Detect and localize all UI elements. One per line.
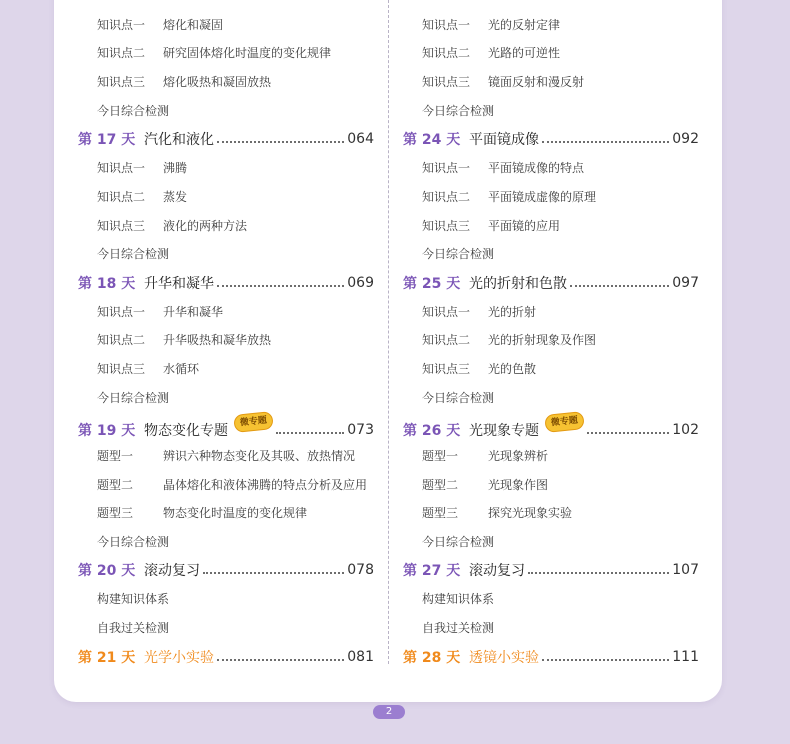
page-number: 107	[672, 562, 699, 578]
toc-day-entry[interactable]	[78, 271, 374, 295]
toc-item: 知识点一 光的折射	[422, 304, 537, 319]
leader-dots	[528, 571, 669, 574]
day-number: 第 25 天	[403, 276, 461, 292]
leader-dots	[217, 140, 344, 143]
toc-item: 知识点三 镜面反射和漫反射	[422, 74, 585, 89]
toc-item: 自我过关检测	[422, 620, 495, 635]
day-number: 第 28 天	[403, 650, 461, 666]
toc-item: 知识点三 熔化吸热和凝固放热	[97, 74, 272, 89]
day-number: 第 18 天	[78, 276, 136, 292]
toc-day-entry[interactable]	[403, 271, 699, 295]
toc-item: 今日综合检测	[97, 390, 170, 405]
page-number: 092	[672, 131, 699, 147]
toc-item: 知识点三 液化的两种方法	[97, 218, 248, 233]
toc-item: 今日综合检测	[422, 103, 495, 118]
toc-day-entry[interactable]	[78, 558, 374, 582]
page-number: 069	[347, 275, 374, 291]
leader-dots	[587, 431, 669, 434]
toc-item: 今日综合检测	[97, 534, 170, 549]
toc-item: 题型二 光现象作图	[422, 477, 549, 492]
toc-day-entry[interactable]	[403, 558, 699, 582]
page-number: 111	[672, 649, 699, 665]
toc-item: 今日综合检测	[97, 103, 170, 118]
page-indicator: 2	[373, 705, 405, 719]
page-number: 064	[347, 131, 374, 147]
toc-item: 知识点一 沸腾	[97, 160, 188, 175]
day-title: 透镜小实验	[469, 650, 539, 666]
page-number: 097	[672, 275, 699, 291]
leader-dots	[542, 658, 669, 661]
leader-dots	[217, 658, 344, 661]
toc-item: 题型三 物态变化时温度的变化规律	[97, 505, 308, 520]
page-number: 073	[347, 422, 374, 438]
toc-item: 今日综合检测	[97, 246, 170, 261]
toc-day-entry[interactable]	[403, 415, 699, 442]
day-number: 第 20 天	[78, 563, 136, 579]
toc-item: 知识点二 光的折射现象及作图	[422, 332, 597, 347]
micro-topic-badge: 微专题	[544, 411, 585, 433]
toc-item: 知识点三 平面镜的应用	[422, 218, 561, 233]
toc-day-entry[interactable]	[403, 127, 699, 151]
toc-item: 知识点一 光的反射定律	[422, 17, 561, 32]
day-title: 光的折射和色散	[469, 276, 567, 292]
leader-dots	[217, 284, 344, 287]
toc-item: 自我过关检测	[97, 620, 170, 635]
toc-item: 题型一 辨识六种物态变化及其吸、放热情况	[97, 448, 356, 463]
day-title: 物态变化专题	[144, 423, 228, 439]
leader-dots	[276, 431, 344, 434]
day-title: 光现象专题	[469, 423, 539, 439]
toc-item: 知识点二 研究固体熔化时温度的变化规律	[97, 45, 332, 60]
day-title: 升华和凝华	[144, 276, 214, 292]
day-number: 第 24 天	[403, 132, 461, 148]
leader-dots	[570, 284, 669, 287]
leader-dots	[203, 571, 344, 574]
micro-topic-badge: 微专题	[233, 411, 274, 433]
column-divider	[388, 0, 389, 664]
day-number: 第 17 天	[78, 132, 136, 148]
toc-item: 题型三 探究光现象实验	[422, 505, 573, 520]
toc-item: 今日综合检测	[422, 246, 495, 261]
toc-item: 知识点一 熔化和凝固	[97, 17, 224, 32]
toc-item: 题型一 光现象辨析	[422, 448, 549, 463]
toc-item: 知识点一 平面镜成像的特点	[422, 160, 585, 175]
day-title: 汽化和液化	[144, 132, 214, 148]
day-title: 平面镜成像	[469, 132, 539, 148]
day-number: 第 19 天	[78, 423, 136, 439]
day-number: 第 26 天	[403, 423, 461, 439]
toc-item: 今日综合检测	[422, 390, 495, 405]
toc-item: 知识点一 升华和凝华	[97, 304, 224, 319]
toc-item: 知识点二 蒸发	[97, 189, 188, 204]
page-number: 078	[347, 562, 374, 578]
day-title: 滚动复习	[469, 563, 525, 579]
day-number: 第 27 天	[403, 563, 461, 579]
day-title: 滚动复习	[144, 563, 200, 579]
toc-item: 构建知识体系	[422, 591, 495, 606]
toc-day-entry[interactable]	[78, 415, 374, 442]
page-number: 102	[672, 422, 699, 438]
day-title: 光学小实验	[144, 650, 214, 666]
leader-dots	[542, 140, 669, 143]
toc-item: 题型二 晶体熔化和液体沸腾的特点分析及应用	[97, 477, 368, 492]
toc-item: 知识点二 平面镜成虚像的原理	[422, 189, 597, 204]
toc-day-entry[interactable]	[78, 127, 374, 151]
page-number: 081	[347, 649, 374, 665]
day-number: 第 21 天	[78, 650, 136, 666]
toc-item: 知识点三 水循环	[97, 361, 200, 376]
toc-item: 构建知识体系	[97, 591, 170, 606]
toc-item: 今日综合检测	[422, 534, 495, 549]
toc-day-entry[interactable]	[403, 645, 699, 669]
toc-item: 知识点三 光的色散	[422, 361, 537, 376]
toc-day-entry[interactable]	[78, 645, 374, 669]
toc-item: 知识点二 升华吸热和凝华放热	[97, 332, 272, 347]
toc-item: 知识点二 光路的可逆性	[422, 45, 561, 60]
